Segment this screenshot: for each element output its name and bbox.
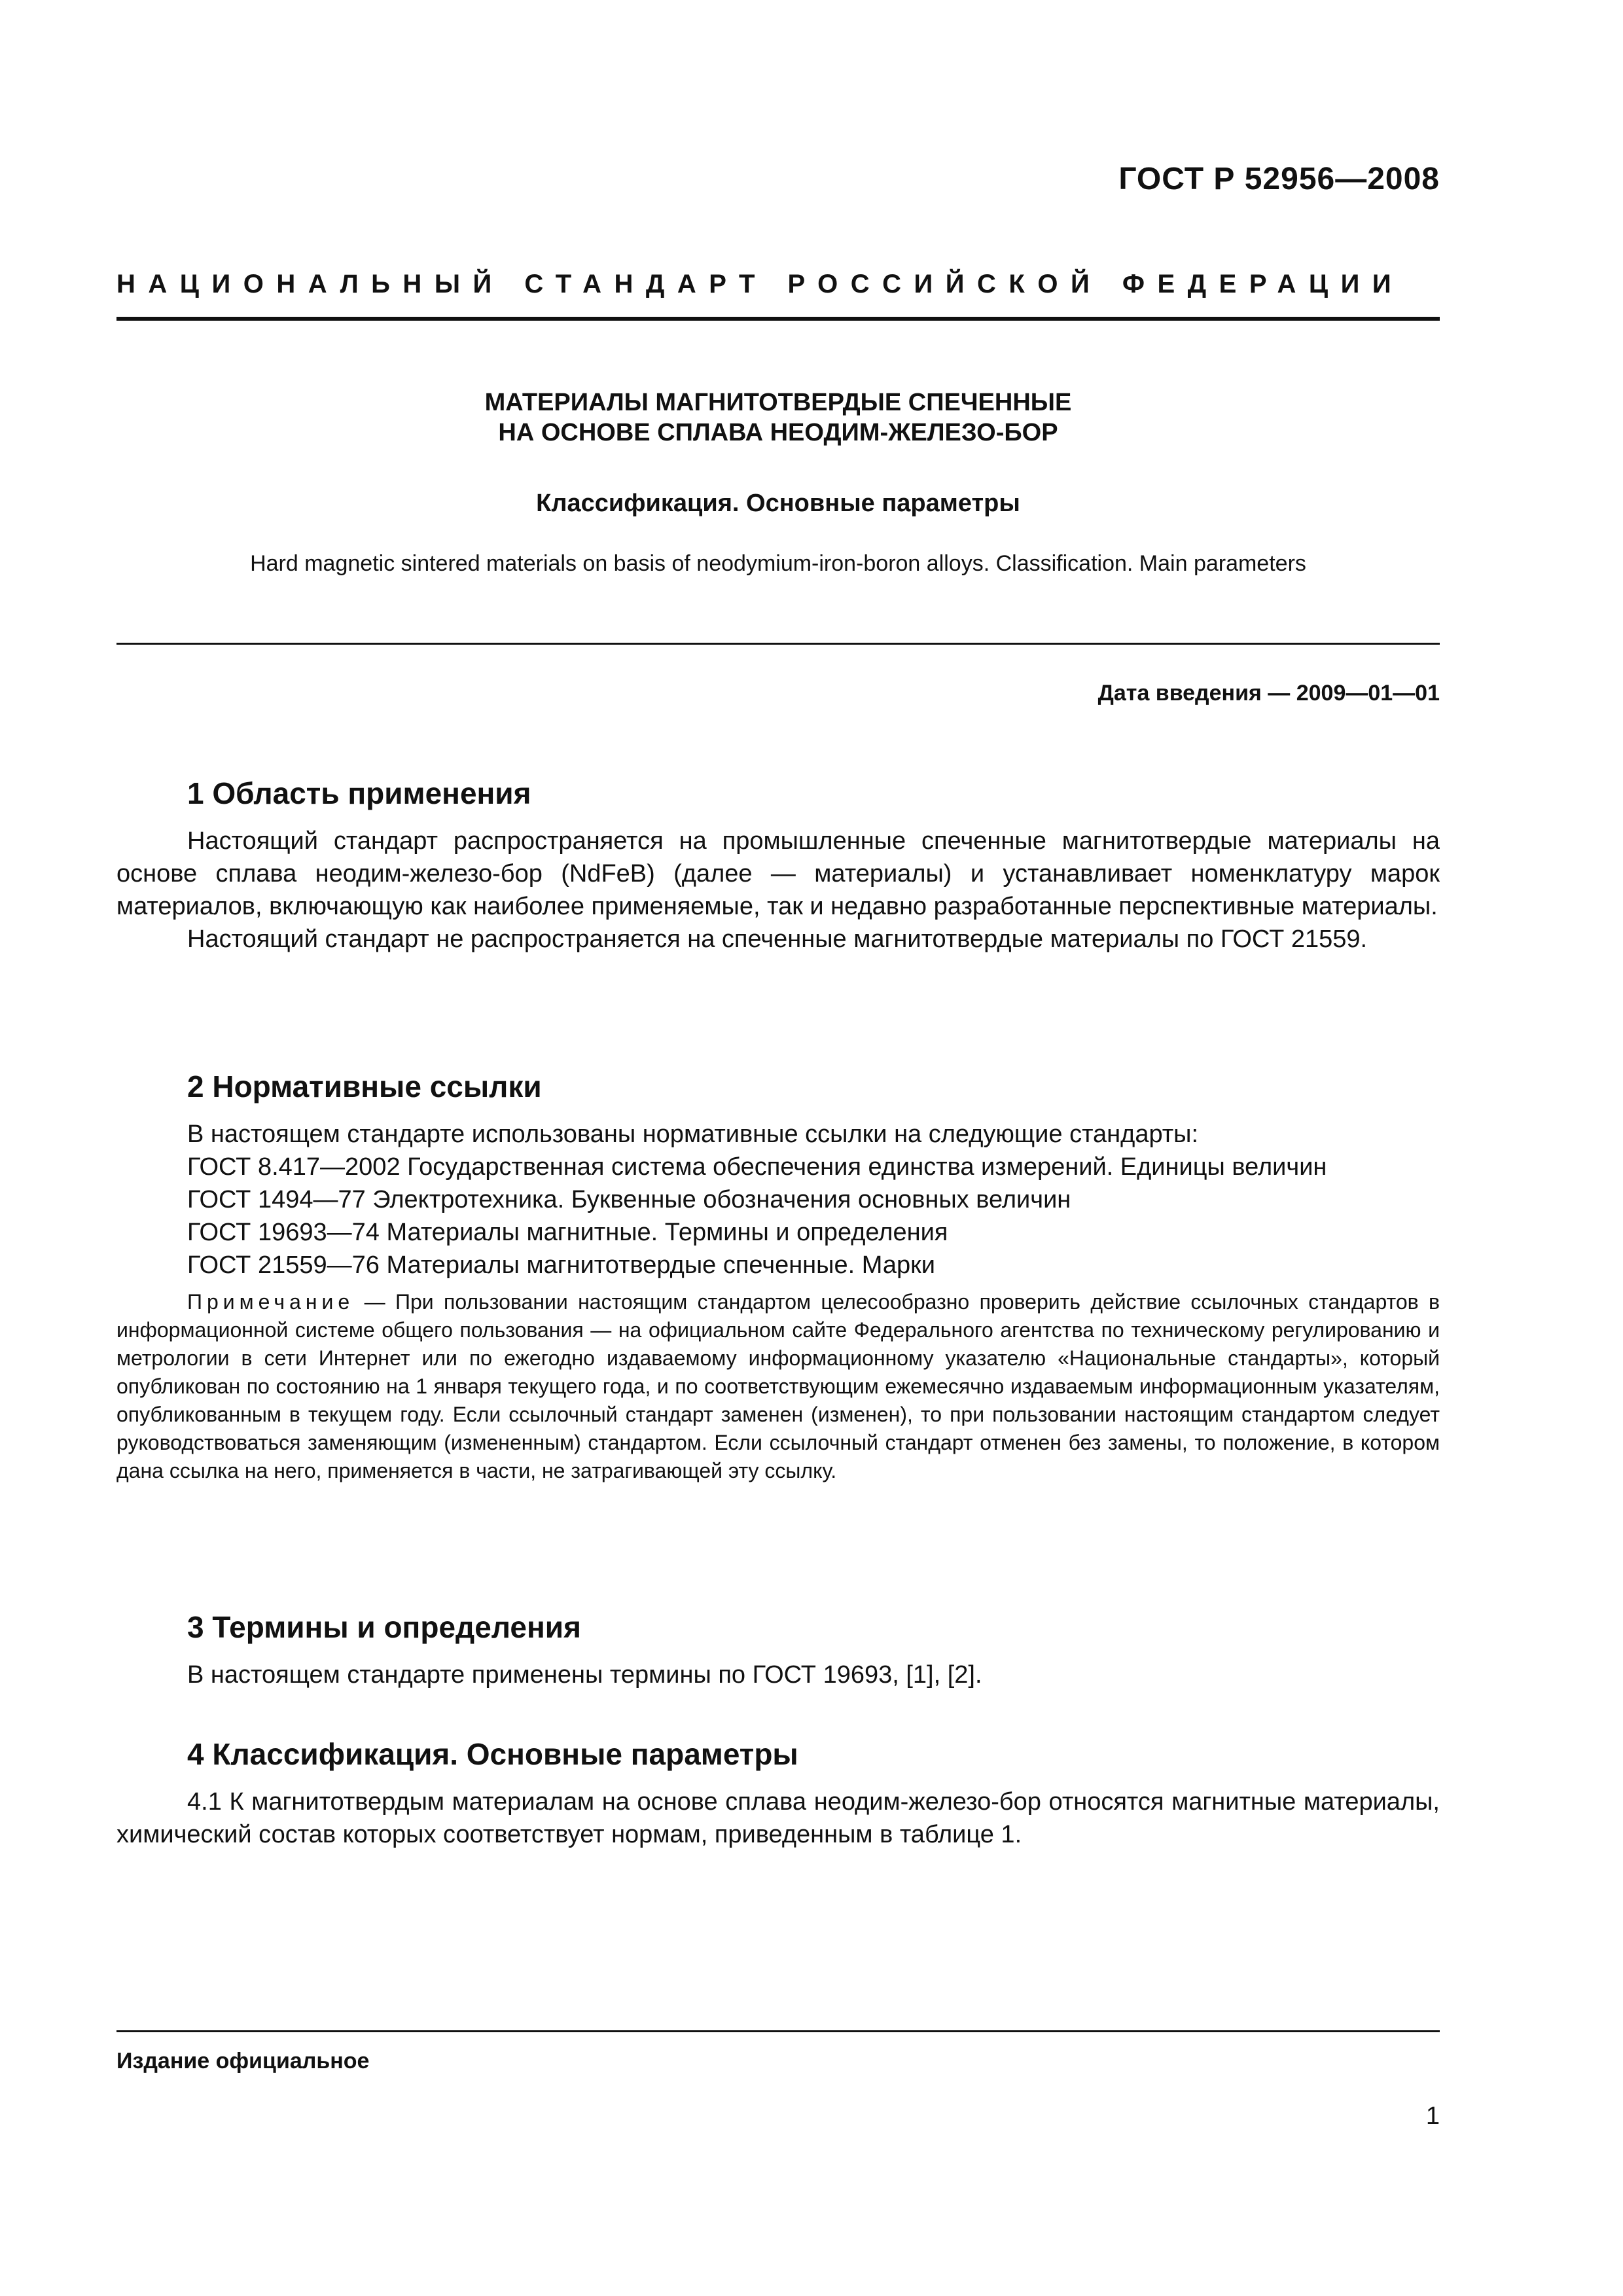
footer-rule bbox=[116, 2030, 1440, 2032]
section-heading: 1 Область применения bbox=[187, 776, 531, 810]
note-text: — При пользовании настоящим стандартом целесообразно проверить действие ссылочных стандартов в информационной системе общего пользования — на официальном сайте Федерального агентства по техническому регулированию и метрологии в сети Интернет или по ежегодно издаваемому информационному указателю «Национальные стандарты», который опубликован по состоянию на 1 января текущего года, и по соответствующим ежемесячно издаваемым информационным указателям, опубликованным в текущем году. Если ссылочный стандарт заменен (изменен), то при пользовании настоящим стандартом следует руководствоваться заменяющим (измененным) стандартом. Если ссылочный стандарт отменен без замены, то положение, в котором дана ссылка на него, применяется в части, не затрагивающей эту ссылку. bbox=[116, 1290, 1440, 1482]
document-page bbox=[116, 0, 1440, 2296]
national-standard-title: НАЦИОНАЛЬНЫЙ СТАНДАРТ РОССИЙСКОЙ ФЕДЕРАЦИИ bbox=[116, 270, 1404, 298]
document-title-line-2: НА ОСНОВЕ СПЛАВА НЕОДИМ-ЖЕЛЕЗО-БОР bbox=[498, 419, 1058, 446]
note-label: Примечание bbox=[187, 1290, 355, 1314]
introduction-date: Дата введения — 2009—01—01 bbox=[1097, 681, 1440, 706]
document-subtitle: Классификация. Основные параметры bbox=[536, 490, 1020, 517]
section-scope bbox=[116, 775, 1440, 956]
section-heading: 3 Термины и определения bbox=[187, 1610, 581, 1644]
english-title: Hard magnetic sintered materials on basis of neodymium-iron-boron alloys. Classification. Main parameters bbox=[250, 551, 1306, 576]
reference-note bbox=[116, 1288, 1440, 1485]
reference-item: ГОСТ 21559—76 Материалы магнитотвердые спеченные. Марки bbox=[187, 1251, 935, 1279]
document-title-line-1: МАТЕРИАЛЫ МАГНИТОТВЕРДЫЕ СПЕЧЕННЫЕ bbox=[484, 389, 1072, 416]
document-title bbox=[116, 387, 1440, 448]
paragraph: Настоящий стандарт распространяется на промышленные спеченные магнитотвердые материалы на основе сплава неодим-железо-бор (NdFeB) (далее — материалы) и устанавливает номенклатуру марок материалов, включающую как наиболее применяемые, так и недавно разработанные перспективные материалы. bbox=[116, 827, 1440, 920]
paragraph: Настоящий стандарт не распространяется на спеченные магнитотвердые материалы по ГОСТ 21559. bbox=[187, 925, 1368, 953]
paragraph: В настоящем стандарте использованы нормативные ссылки на следующие стандарты: bbox=[187, 1121, 1199, 1148]
paragraph: В настоящем стандарте применены термины по ГОСТ 19693, [1], [2]. bbox=[187, 1661, 982, 1689]
header-rule bbox=[116, 317, 1440, 321]
paragraph: 4.1 К магнитотвердым материалам на основе сплава неодим-железо-бор относятся магнитные материалы, химический состав которых соответствует нормам, приведенным в таблице 1. bbox=[116, 1788, 1440, 1848]
standard-number: ГОСТ Р 52956—2008 bbox=[1118, 162, 1440, 196]
section-terms bbox=[116, 1609, 1440, 1691]
section-classification bbox=[116, 1736, 1440, 1851]
edition-label: Издание официальное bbox=[116, 2049, 370, 2073]
section-heading: 4 Классификация. Основные параметры bbox=[187, 1737, 798, 1771]
section-normative-references bbox=[116, 1068, 1440, 1485]
title-rule bbox=[116, 643, 1440, 645]
section-heading: 2 Нормативные ссылки bbox=[187, 1069, 542, 1103]
page-number: 1 bbox=[1425, 2102, 1440, 2130]
reference-item: ГОСТ 8.417—2002 Государственная система обеспечения единства измерений. Единицы величин bbox=[187, 1153, 1327, 1181]
reference-item: ГОСТ 19693—74 Материалы магнитные. Термины и определения bbox=[187, 1219, 948, 1246]
reference-item: ГОСТ 1494—77 Электротехника. Буквенные обозначения основных величин bbox=[187, 1186, 1071, 1213]
